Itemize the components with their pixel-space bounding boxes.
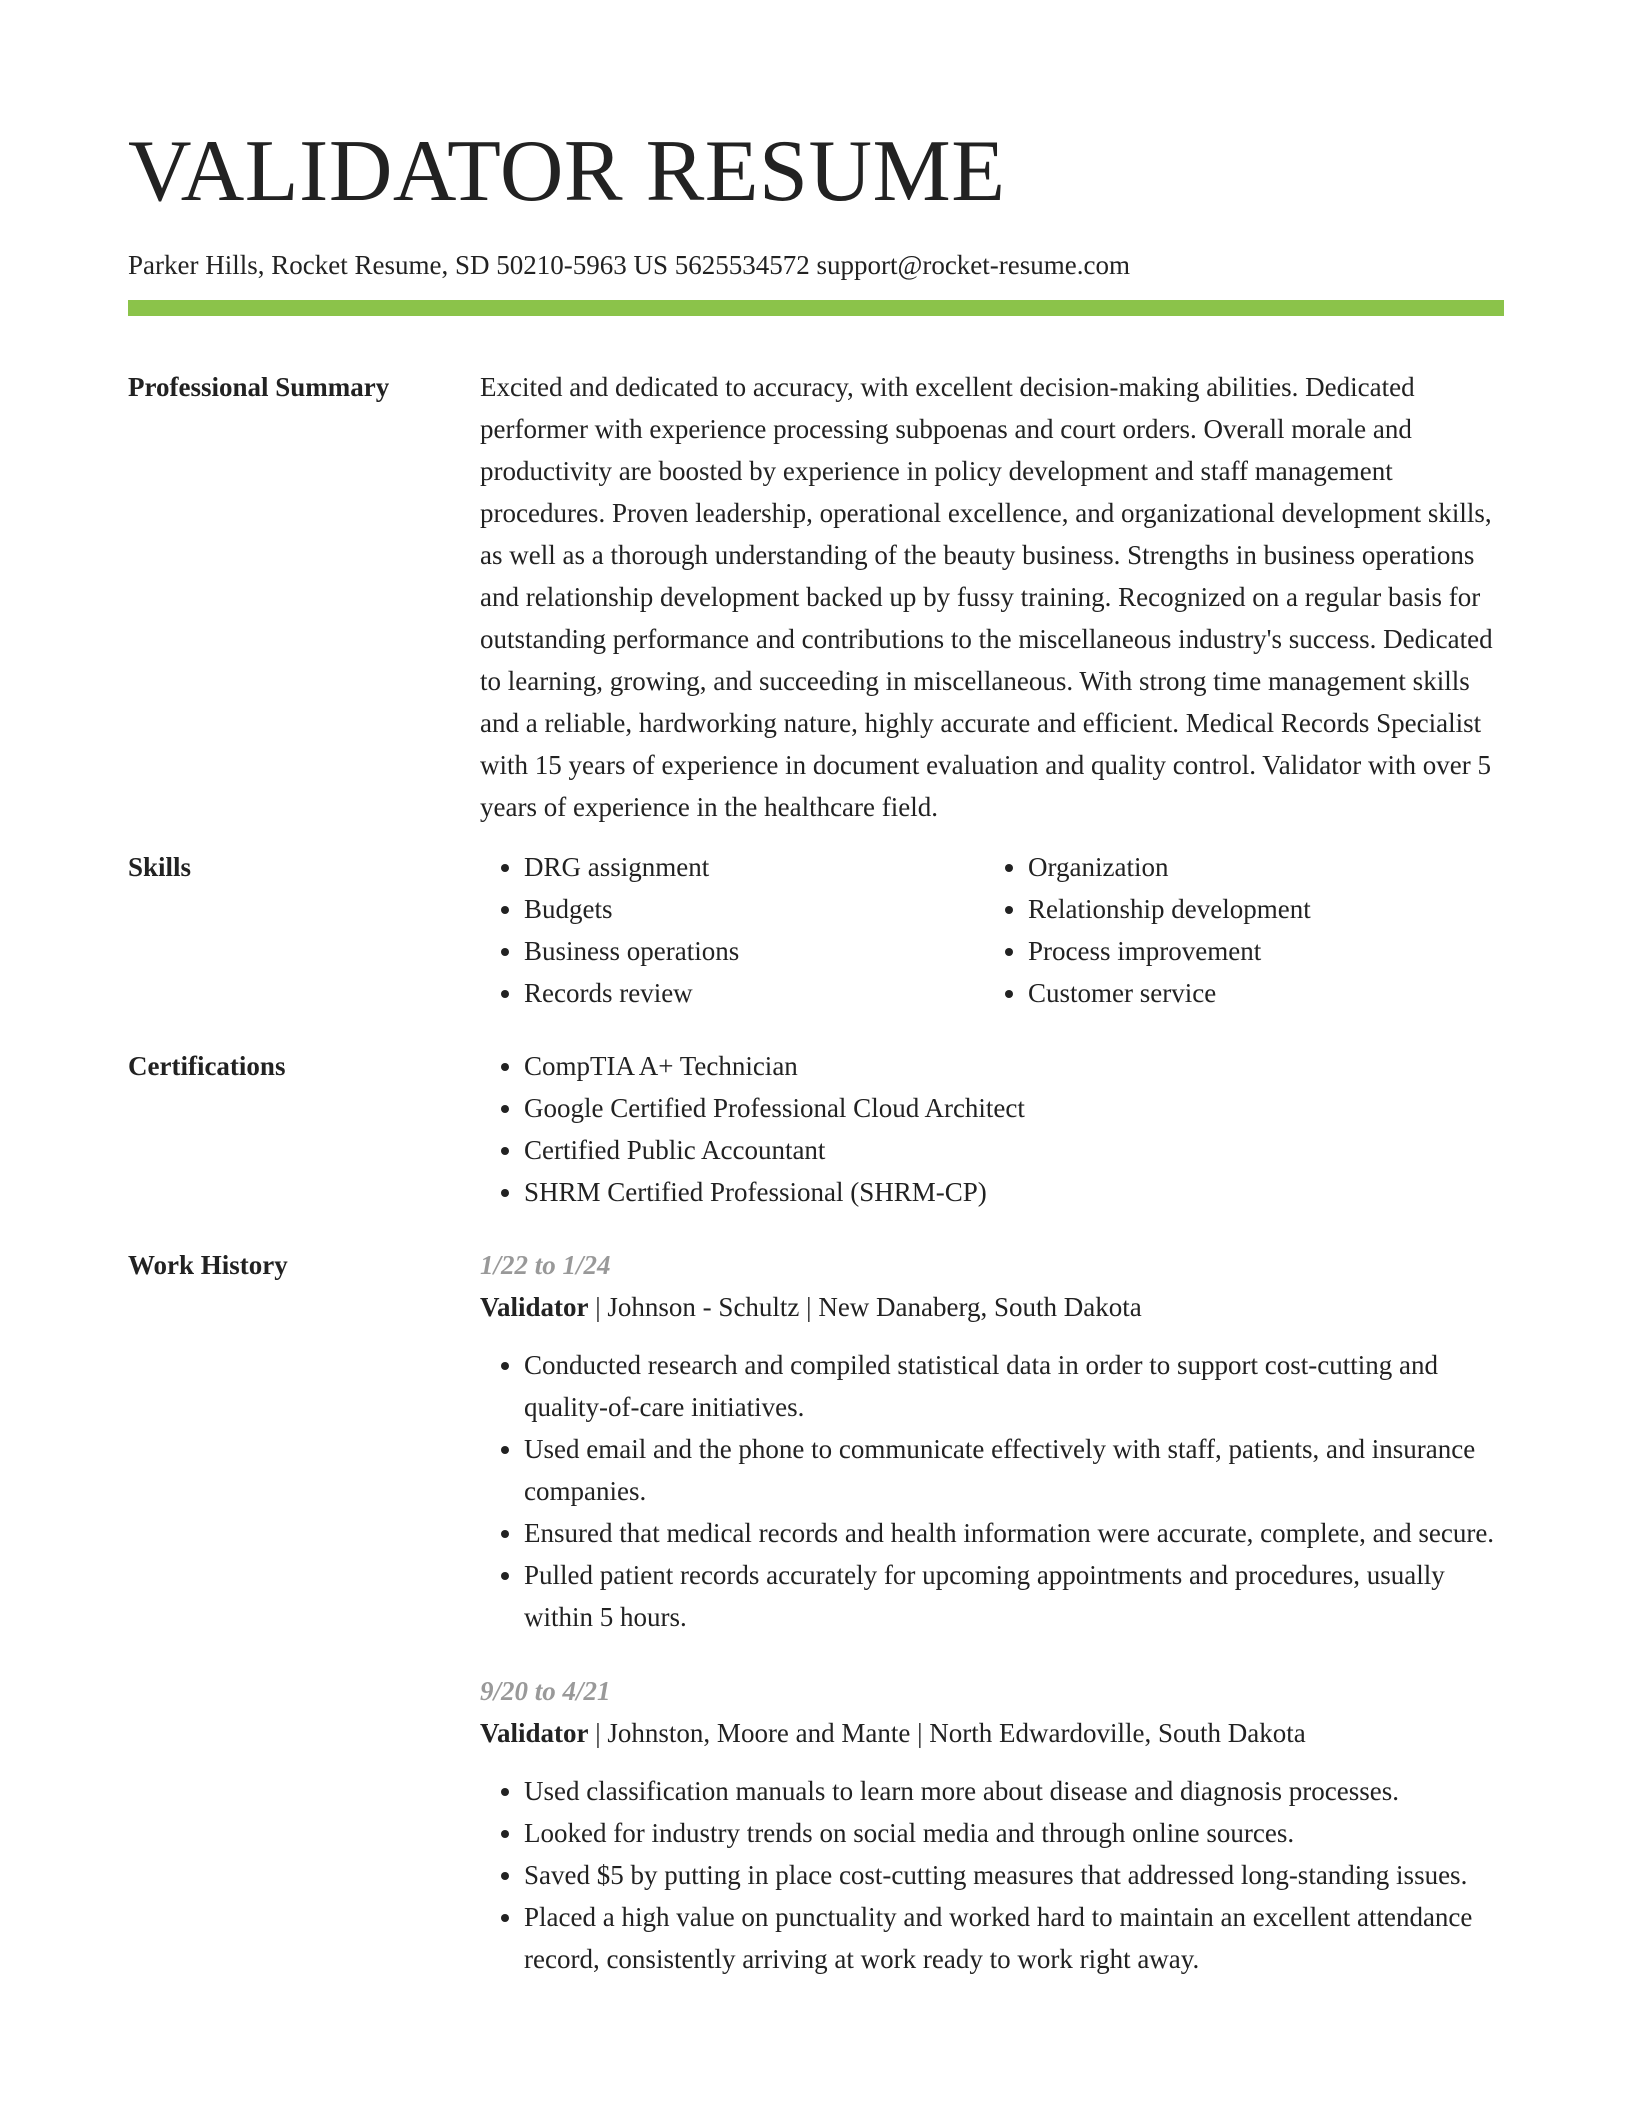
certifications-list xyxy=(480,1045,1504,1213)
skill-item: • Customer service xyxy=(1028,972,1488,1014)
skill-item: • Records review xyxy=(524,972,984,1014)
skill-item: • Process improvement xyxy=(1028,930,1488,972)
job-title: Validator xyxy=(480,1718,589,1748)
job-bullet: • Used classification manuals to learn more about disease and diagnosis processes. xyxy=(524,1770,1504,1812)
job-dates: 9/20 to 4/21 xyxy=(480,1676,611,1706)
job-bullet: • Used email and the phone to communicate effectively with staff, patients, and insurance companies. xyxy=(524,1428,1504,1512)
job-bullet: • Pulled patient records accurately for upcoming appointments and procedures, usually within 5 hours. xyxy=(524,1554,1504,1638)
job-bullet: • Placed a high value on punctuality and worked hard to maintain an excellent attendance record, consistently arriving at work ready to work right away. xyxy=(524,1896,1504,1980)
section-body xyxy=(480,846,1504,1014)
section-professional-summary xyxy=(128,366,1504,828)
section-body xyxy=(480,366,1504,828)
job-bullets xyxy=(480,1770,1504,1980)
certification-item: • Google Certified Professional Cloud Architect xyxy=(524,1087,1504,1129)
resume-page xyxy=(128,0,1504,1980)
section-body xyxy=(480,1045,1504,1213)
summary-text: Excited and dedicated to accuracy, with excellent decision-making abilities. Dedicated performer with experience processing subpoenas and court orders. Overall morale and productivity are boosted by experience in policy development and staff management procedures. Proven leadership, operational excellence, and organizational development skills, as well as a thorough understanding of the beauty business. Strengths in business operations and relationship development backed up by fussy training. Recognized on a regular basis for outstanding performance and contributions to the miscellaneous industry's success. Dedicated to learning, growing, and succeeding in miscellaneous. With strong time management skills and a reliable, hardworking nature, highly accurate and efficient. Medical Records Specialist with 15 years of experience in document evaluation and quality control. Validator with over 5 years of experience in the healthcare field. xyxy=(480,372,1493,822)
job-bullet: • Looked for industry trends on social media and through online sources. xyxy=(524,1812,1504,1854)
section-label: Work History xyxy=(128,1250,288,1280)
job-entry xyxy=(480,1244,1504,1638)
job-heading xyxy=(480,1712,1504,1754)
skill-item: • Budgets xyxy=(524,888,984,930)
section-label: Professional Summary xyxy=(128,372,390,402)
job-bullets xyxy=(480,1344,1504,1638)
section-work-history xyxy=(128,1244,1504,1980)
skill-item: • Business operations xyxy=(524,930,984,972)
certification-item: • CompTIA A+ Technician xyxy=(524,1045,1504,1087)
certification-item: • Certified Public Accountant xyxy=(524,1129,1504,1171)
job-bullet: • Ensured that medical records and health information were accurate, complete, and secure. xyxy=(524,1512,1504,1554)
job-entry xyxy=(480,1670,1504,1980)
skill-item: • Organization xyxy=(1028,846,1488,888)
job-bullet: • Saved $5 by putting in place cost-cutting measures that addressed long-standing issues. xyxy=(524,1854,1504,1896)
section-certifications xyxy=(128,1045,1504,1213)
section-label: Certifications xyxy=(128,1051,286,1081)
section-skills xyxy=(128,846,1504,1014)
job-bullet: • Conducted research and compiled statistical data in order to support cost-cutting and quality-of-care initiatives. xyxy=(524,1344,1504,1428)
job-details: | Johnston, Moore and Mante | North Edwardoville, South Dakota xyxy=(588,1718,1306,1748)
skill-item: • Relationship development xyxy=(1028,888,1488,930)
certification-item: • SHRM Certified Professional (SHRM-CP) xyxy=(524,1171,1504,1213)
section-label: Skills xyxy=(128,852,192,882)
contact-info: Parker Hills, Rocket Resume, SD 50210-5963 US 5625534572 support@rocket-resume.com xyxy=(128,250,1130,280)
skills-list xyxy=(984,846,1488,1014)
skills-grid xyxy=(480,846,1504,1014)
skills-column-left xyxy=(480,846,984,1014)
resume-title: VALIDATOR RESUME xyxy=(128,123,1006,220)
skills-column-right xyxy=(984,846,1488,1014)
skill-item: • DRG assignment xyxy=(524,846,984,888)
skills-list xyxy=(480,846,984,1014)
job-title: Validator xyxy=(480,1292,589,1322)
section-body xyxy=(480,1244,1504,1980)
job-heading xyxy=(480,1286,1504,1328)
job-details: | Johnson - Schultz | New Danaberg, South Dakota xyxy=(588,1292,1142,1322)
header-divider xyxy=(128,300,1504,316)
job-dates: 1/22 to 1/24 xyxy=(480,1250,611,1280)
